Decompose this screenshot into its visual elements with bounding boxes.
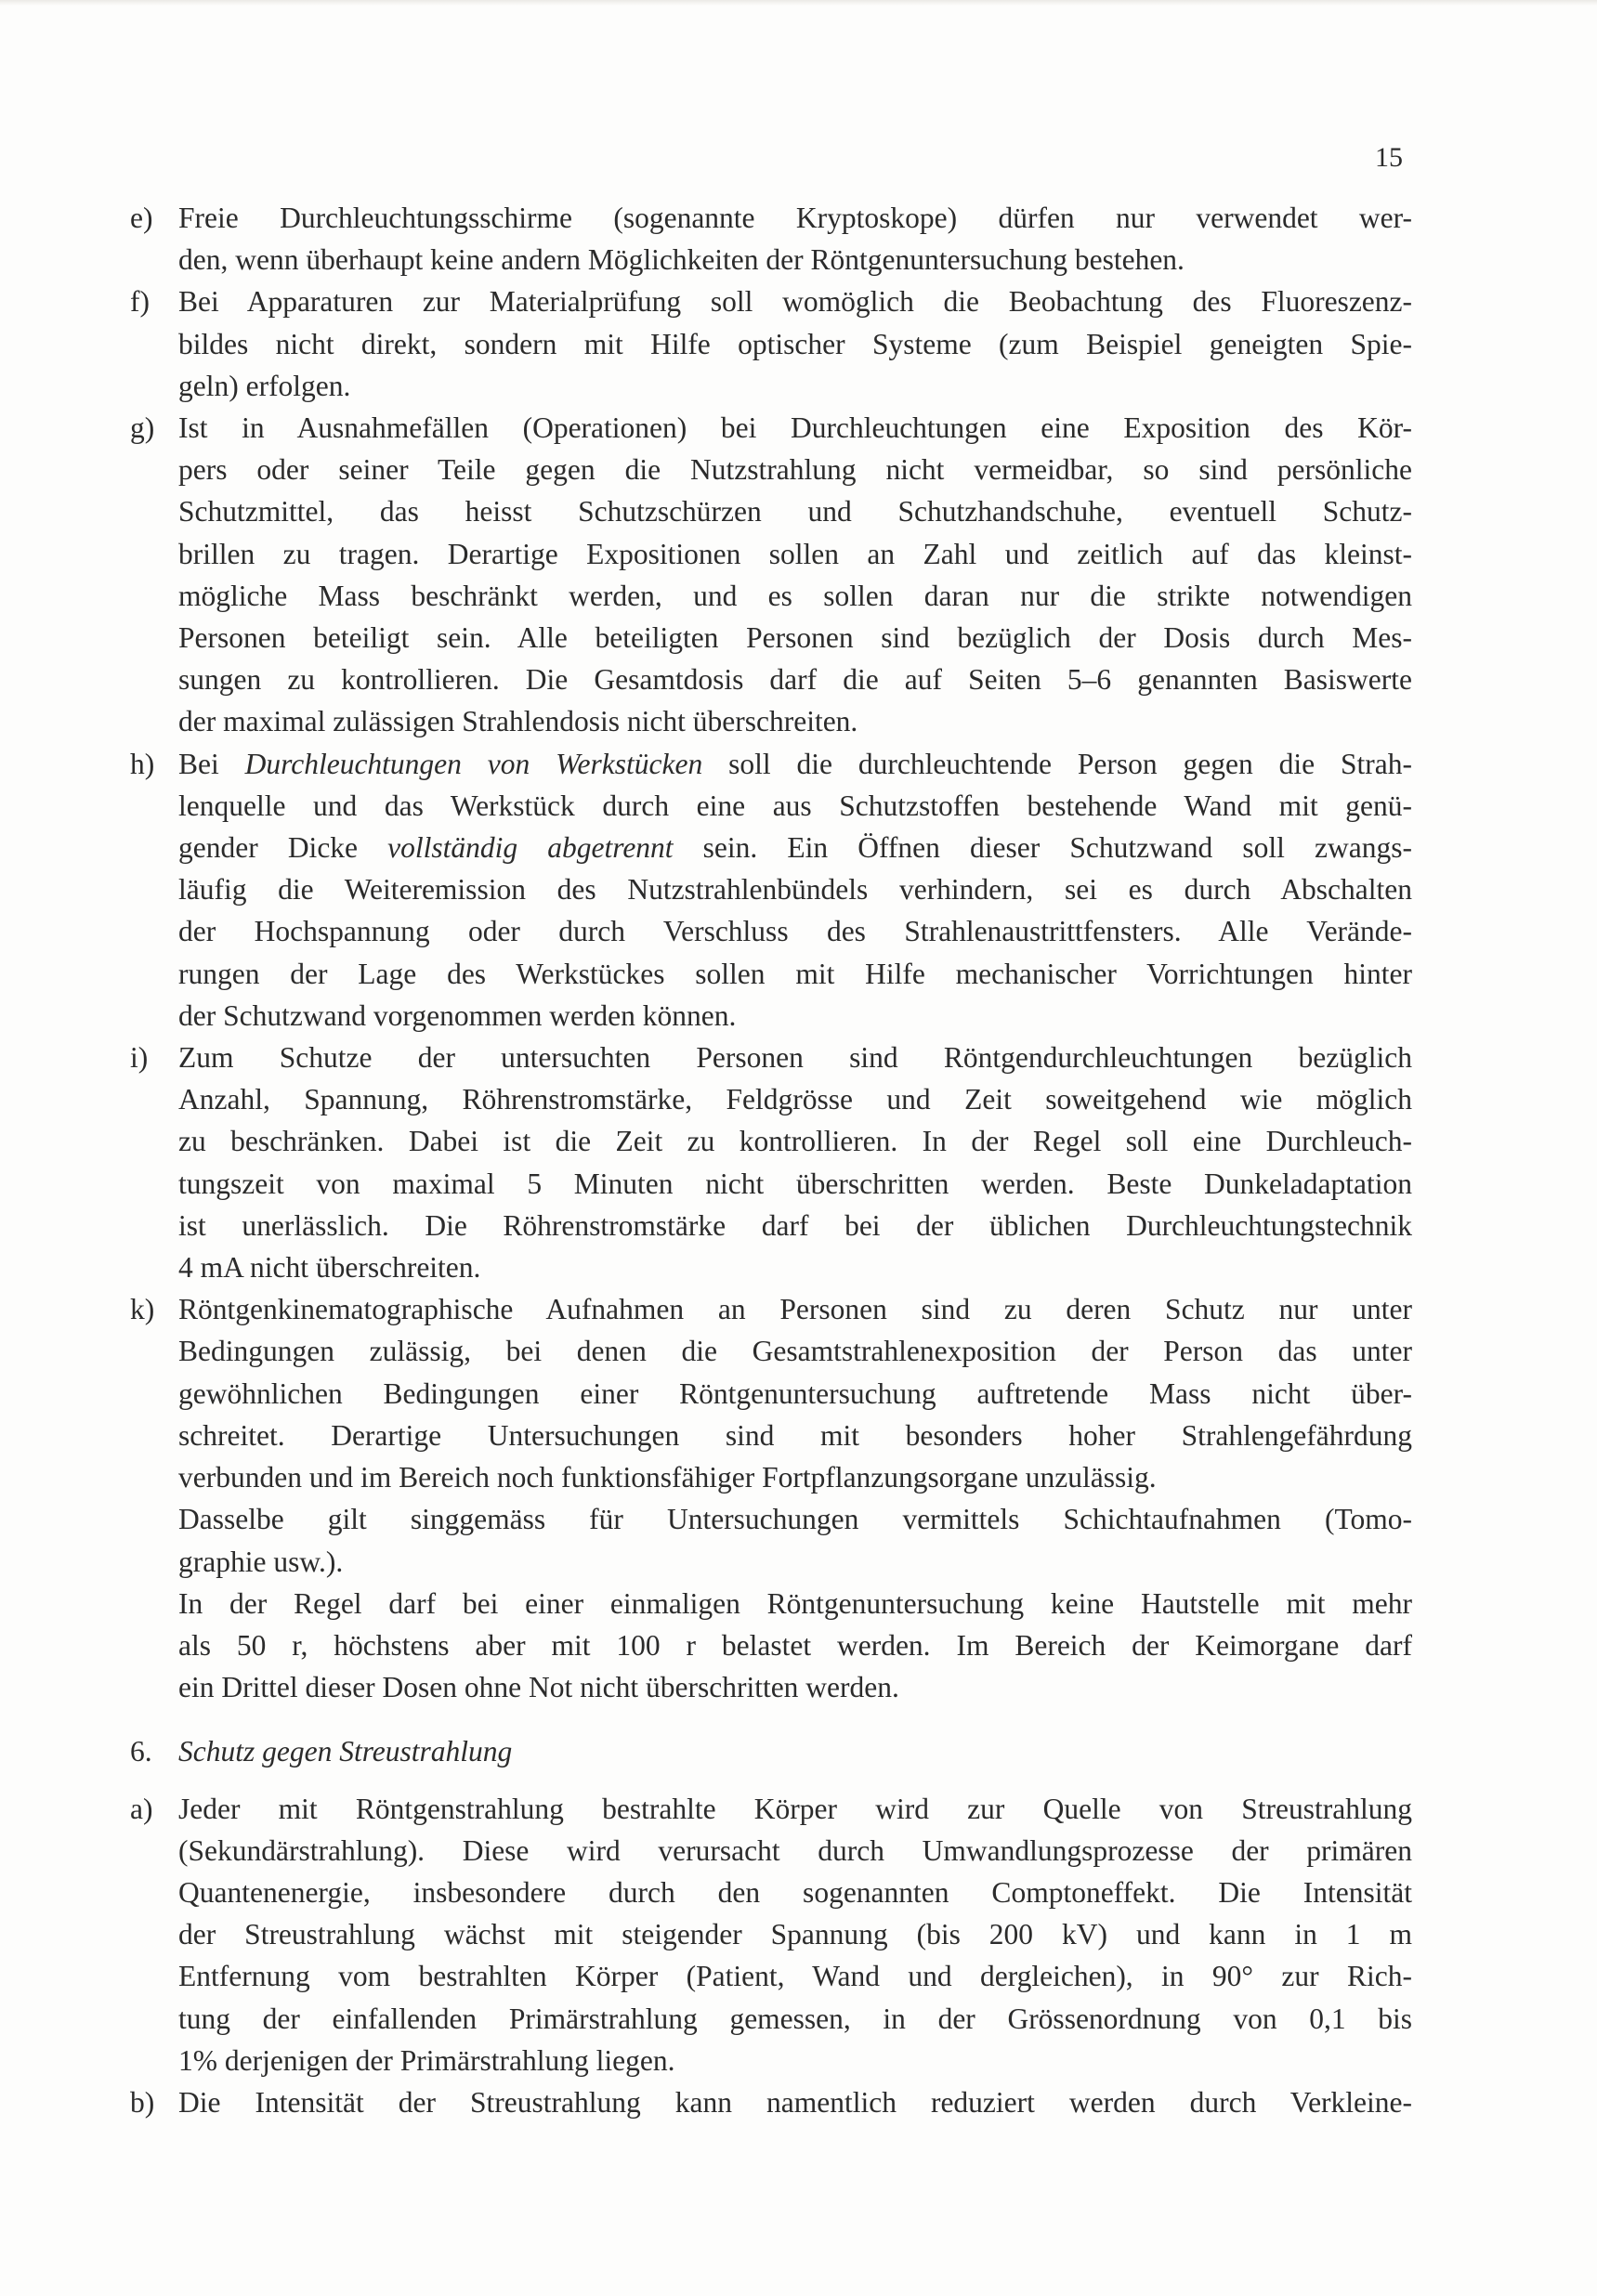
text-line: graphie usw.). <box>178 1545 344 1578</box>
text-line <box>178 827 1412 868</box>
text-line: brillen zu tragen. Derartige Expositionen sollen an Zahl und zeitlich auf das kleinst- <box>178 537 1412 570</box>
list-item-i <box>130 1037 1412 1288</box>
text-run: soll die durchleuchtende Person gegen die Strah- <box>702 747 1412 780</box>
item-marker: e) <box>130 202 153 234</box>
text-line: rungen der Lage des Werkstückes sollen mit Hilfe mechanischer Vorrichtungen hinter <box>178 957 1412 990</box>
text-line: Personen beteiligt sein. Alle beteiligten Personen sind bezüglich der Dosis durch Mes- <box>178 621 1412 655</box>
text-line: Freie Durchleuchtungsschirme (sogenannte Kryptoskope) dürfen nur verwendet wer- <box>178 202 1412 234</box>
section-number: 6. <box>130 1735 152 1768</box>
text-line: Schutzmittel, das heisst Schutzschürzen und Schutzhandschuhe, eventuell Schutz- <box>178 495 1412 528</box>
text-line: der Schutzwand vorgenommen werden können. <box>178 998 737 1032</box>
item-text <box>178 1288 1412 1708</box>
item-marker: h) <box>130 747 155 780</box>
list-item-g <box>130 407 1412 743</box>
text-line: der Streustrahlung wächst mit steigender Spannung (bis 200 kV) und kann in 1 m <box>178 1918 1412 1951</box>
text-line: mögliche Mass beschränkt werden, und es sollen daran nur die strikte notwendigen <box>178 579 1412 612</box>
item-text <box>178 1037 1412 1288</box>
text-line: Die Intensität der Streustrahlung kann namentlich reduziert werden durch Verkleine- <box>178 2085 1412 2119</box>
text-line <box>178 743 1412 785</box>
text-line: 4 mA nicht überschreiten. <box>178 1251 481 1285</box>
scan-edge <box>0 0 1597 6</box>
item-text <box>178 2081 1412 2123</box>
text-line: tung der einfallenden Primärstrahlung gemessen, in der Grössenordnung von 0,1 bis <box>178 2002 1412 2035</box>
text-line: sungen zu kontrollieren. Die Gesamtdosis darf die auf Seiten 5–6 genannten Basiswerte <box>178 663 1412 697</box>
text-line: tungszeit von maximal 5 Minuten nicht überschritten werden. Beste Dunkeladaptation <box>178 1167 1412 1200</box>
text-line: Anzahl, Spannung, Röhrenstromstärke, Feldgrösse und Zeit soweitgehend wie möglich <box>178 1083 1412 1116</box>
item-marker: g) <box>130 411 155 445</box>
item-marker: k) <box>130 1293 155 1326</box>
emphasis-text: vollständig abgetrennt <box>387 831 674 865</box>
text-line: Quantenenergie, insbesondere durch den sogenannten Comptoneffekt. Die Intensität <box>178 1875 1412 1909</box>
text-line: ein Drittel dieser Dosen ohne Not nicht überschritten werden. <box>178 1671 899 1704</box>
section-heading <box>130 1730 1412 1772</box>
text-line: lenquelle und das Werkstück durch eine aus Schutzstoffen bestehende Wand mit genü- <box>178 789 1412 822</box>
text-line: gewöhnlichen Bedingungen einer Röntgenuntersuchung auftretende Mass nicht über- <box>178 1376 1412 1410</box>
list-item-k <box>130 1288 1412 1708</box>
emphasis-text: Durchleuchtungen von Werkstücken <box>244 747 703 780</box>
item-marker: f) <box>130 285 150 319</box>
text-line: Bei Apparaturen zur Materialprüfung soll womöglich die Beobachtung des Fluoreszenz- <box>178 285 1412 319</box>
item-text <box>178 743 1412 1037</box>
text-run: Bei <box>178 747 245 780</box>
text-line: schreitet. Derartige Untersuchungen sind mit besonders hoher Strahlengefährdung <box>178 1418 1412 1452</box>
list-item-f <box>130 280 1412 407</box>
item-text <box>178 1788 1412 2081</box>
item-marker: b) <box>130 2085 155 2119</box>
text-line: pers oder seiner Teile gegen die Nutzstrahlung nicht vermeidbar, so sind persönliche <box>178 453 1412 487</box>
list-item-h <box>130 743 1412 1037</box>
text-line: der Hochspannung oder durch Verschluss des Strahlenaustrittfensters. Alle Verände- <box>178 915 1412 948</box>
text-line: In der Regel darf bei einer einmaligen Röntgenuntersuchung keine Hautstelle mit mehr <box>178 1586 1412 1620</box>
text-line: läufig die Weiteremission des Nutzstrahlenbündels verhindern, sei es durch Abschalten <box>178 873 1412 907</box>
document-body <box>130 197 1412 2123</box>
text-line: Röntgenkinematographische Aufnahmen an Personen sind zu deren Schutz nur unter <box>178 1293 1412 1326</box>
text-line: bildes nicht direkt, sondern mit Hilfe optischer Systeme (zum Beispiel geneigten Spie- <box>178 327 1412 360</box>
text-line: Entfernung vom bestrahlten Körper (Patient, Wand und dergleichen), in 90° zur Rich- <box>178 1960 1412 1993</box>
text-line: zu beschränken. Dabei ist die Zeit zu kontrollieren. In der Regel soll eine Durchleuch- <box>178 1125 1412 1158</box>
text-line: Ist in Ausnahmefällen (Operationen) bei Durchleuchtungen eine Exposition des Kör- <box>178 411 1412 445</box>
text-line: Bedingungen zulässig, bei denen die Gesamtstrahlenexposition der Person das unter <box>178 1335 1412 1368</box>
text-line: (Sekundärstrahlung). Diese wird verursacht durch Umwandlungsprozesse der primären <box>178 1833 1412 1867</box>
list-item-b <box>130 2081 1412 2123</box>
text-line: ist unerlässlich. Die Röhrenstromstärke darf bei der üblichen Durchleuchtungstechnik <box>178 1208 1412 1242</box>
section-title: Schutz gegen Streustrahlung <box>178 1735 513 1768</box>
item-text <box>178 280 1412 407</box>
text-run: sein. Ein Öffnen dieser Schutzwand soll zwangs- <box>673 831 1412 865</box>
item-marker: i) <box>130 1041 149 1075</box>
text-line: geln) erfolgen. <box>178 369 351 402</box>
text-line: 1% derjenigen der Primärstrahlung liegen. <box>178 2043 675 2077</box>
text-line: Dasselbe gilt singgemäss für Untersuchungen vermittels Schichtaufnahmen (Tomo- <box>178 1503 1412 1536</box>
text-line: als 50 r, höchstens aber mit 100 r belastet werden. Im Bereich der Keimorgane darf <box>178 1628 1412 1662</box>
list-item-a <box>130 1788 1412 2081</box>
page-number: 15 <box>1375 142 1403 173</box>
text-line: Zum Schutze der untersuchten Personen sind Röntgendurchleuchtungen bezüglich <box>178 1041 1412 1075</box>
text-line: der maximal zulässigen Strahlendosis nicht überschreiten. <box>178 705 858 738</box>
text-line: den, wenn überhaupt keine andern Möglichkeiten der Röntgenuntersuchung bestehen. <box>178 243 1185 277</box>
list-item-e <box>130 197 1412 280</box>
text-line: verbunden und im Bereich noch funktionsfähiger Fortpflanzungsorgane unzulässig. <box>178 1461 1157 1494</box>
item-marker: a) <box>130 1792 153 1825</box>
text-run: gender Dicke <box>178 831 388 865</box>
item-text <box>178 197 1412 280</box>
text-line: Jeder mit Röntgenstrahlung bestrahlte Körper wird zur Quelle von Streustrahlung <box>178 1792 1412 1825</box>
item-text <box>178 407 1412 743</box>
